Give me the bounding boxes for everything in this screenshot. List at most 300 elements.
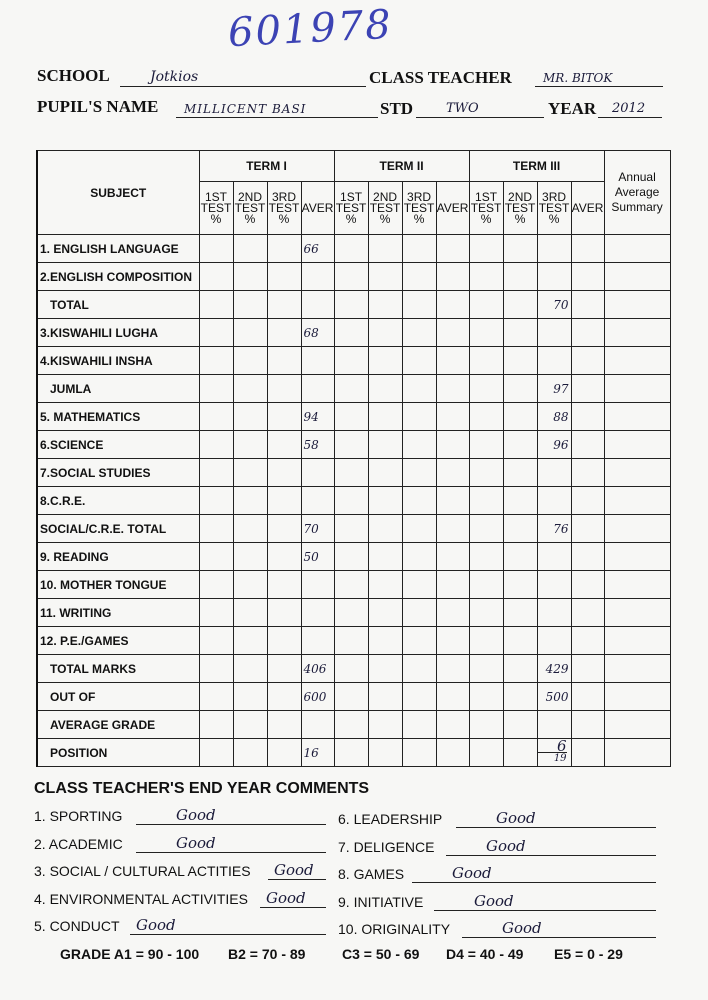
term-1-col-2-header (233, 182, 267, 235)
empty-mark-cell (199, 627, 233, 655)
comment-label: 7. DELIGENCE (338, 838, 435, 855)
annual-line-1: Annual (618, 170, 656, 184)
term-2-header: TERM II (334, 151, 469, 182)
empty-mark-cell (199, 487, 233, 515)
empty-mark-cell (233, 683, 267, 711)
term-1-average-cell (301, 263, 334, 291)
empty-mark-cell (334, 627, 368, 655)
subhead-line1: 3RD (407, 189, 432, 204)
empty-mark-cell (503, 263, 537, 291)
table-row (37, 319, 670, 347)
comment-value: Good (486, 836, 526, 855)
term-1-col-4-header (301, 182, 334, 235)
empty-mark-cell (233, 655, 267, 683)
empty-mark-cell (233, 291, 267, 319)
pupil-name-label: PUPIL'S NAME (37, 97, 159, 116)
empty-mark-cell (334, 347, 368, 375)
subject-label: 11. WRITING (37, 599, 199, 627)
term-1-average-cell: 94 (301, 403, 334, 431)
empty-mark-cell (267, 739, 301, 767)
comment-label: 6. LEADERSHIP (338, 811, 443, 827)
term-3-col-4-header (571, 182, 604, 235)
empty-mark-cell (469, 347, 503, 375)
empty-mark-cell (503, 235, 537, 263)
subhead-line1: 1ST (340, 189, 363, 204)
empty-mark-cell (368, 711, 402, 739)
empty-mark-cell (571, 571, 604, 599)
comment-value: Good (502, 919, 542, 937)
std-label: STD (380, 99, 414, 118)
subhead-line2: TEST (200, 200, 232, 215)
annual-summary-cell (604, 263, 670, 291)
subhead-line3: % (210, 211, 222, 226)
empty-mark-cell (469, 459, 503, 487)
empty-mark-cell (368, 627, 402, 655)
comment-value: Good (274, 861, 314, 879)
empty-mark-cell (571, 459, 604, 487)
empty-mark-cell (334, 655, 368, 683)
empty-mark-cell (436, 291, 469, 319)
school-value: Jotkios (150, 69, 199, 85)
annual-summary-cell (604, 459, 670, 487)
empty-mark-cell (436, 599, 469, 627)
comment-label: 8. GAMES (338, 866, 405, 882)
term-3-header: TERM III (469, 151, 604, 182)
comment-value-line (260, 889, 326, 908)
empty-mark-cell (199, 655, 233, 683)
subhead-line1: AVER (571, 200, 604, 215)
empty-mark-cell (503, 683, 537, 711)
empty-mark-cell (469, 431, 503, 459)
empty-mark-cell (436, 571, 469, 599)
comment-value-line (434, 892, 656, 911)
empty-mark-cell (469, 627, 503, 655)
term-1-average-cell: 16 (301, 739, 334, 767)
empty-mark-cell (233, 571, 267, 599)
empty-mark-cell (469, 263, 503, 291)
term-1-average-cell (301, 711, 334, 739)
empty-mark-cell (267, 487, 301, 515)
empty-mark-cell (469, 235, 503, 263)
empty-mark-cell (571, 319, 604, 347)
empty-mark-cell (233, 599, 267, 627)
serial-number: 601978 (226, 1, 394, 57)
annual-summary-cell (604, 291, 670, 319)
term-2-col-3-header (402, 182, 436, 235)
term-1-average-cell: 66 (301, 235, 334, 263)
empty-mark-cell (267, 515, 301, 543)
empty-mark-cell (267, 403, 301, 431)
comment-value-line (456, 809, 656, 828)
empty-mark-cell (267, 599, 301, 627)
pupil-name-value: MILLICENT BASI (184, 102, 307, 116)
empty-mark-cell (402, 739, 436, 767)
comment-label: 2. ACADEMIC (34, 835, 123, 852)
empty-mark-cell (402, 627, 436, 655)
empty-mark-cell (368, 683, 402, 711)
empty-mark-cell (503, 459, 537, 487)
subhead-line3: % (480, 211, 492, 226)
empty-mark-cell (469, 739, 503, 767)
comment-label: 10. ORIGINALITY (338, 921, 451, 937)
empty-mark-cell (503, 599, 537, 627)
table-row (37, 403, 670, 431)
empty-mark-cell (503, 543, 537, 571)
term-1-col-3-header (267, 182, 301, 235)
subhead-line2: TEST (369, 200, 401, 215)
empty-mark-cell (334, 319, 368, 347)
subject-label: 10. MOTHER TONGUE (37, 571, 199, 599)
empty-mark-cell (436, 235, 469, 263)
empty-mark-cell (368, 599, 402, 627)
term-3-third-test-cell (537, 487, 571, 515)
comment-value: Good (496, 809, 536, 827)
subject-label: 5. MATHEMATICS (37, 403, 199, 431)
empty-mark-cell (571, 711, 604, 739)
term-3-third-test-cell: 88 (537, 403, 571, 431)
table-row (37, 487, 670, 515)
empty-mark-cell (436, 711, 469, 739)
empty-mark-cell (436, 319, 469, 347)
subject-label: 1. ENGLISH LANGUAGE (37, 235, 199, 263)
subhead-line1: 1ST (475, 189, 498, 204)
subject-label: 4.KISWAHILI INSHA (37, 347, 199, 375)
term-3-third-test-cell: 429 (537, 655, 571, 683)
empty-mark-cell (469, 571, 503, 599)
empty-mark-cell (436, 375, 469, 403)
annual-summary-cell (604, 655, 670, 683)
empty-mark-cell (267, 319, 301, 347)
table-row (37, 571, 670, 599)
table-row (37, 543, 670, 571)
table-row (37, 235, 670, 263)
term-1-average-cell: 58 (301, 431, 334, 459)
empty-mark-cell (233, 459, 267, 487)
comment-value-line (136, 806, 326, 825)
table-row (37, 683, 670, 711)
empty-mark-cell (469, 487, 503, 515)
empty-mark-cell (402, 515, 436, 543)
empty-mark-cell (233, 627, 267, 655)
empty-mark-cell (199, 263, 233, 291)
annual-summary-cell (604, 403, 670, 431)
empty-mark-cell (503, 375, 537, 403)
term-3-third-test-cell: 500 (537, 683, 571, 711)
empty-mark-cell (267, 235, 301, 263)
subhead-line2: TEST (470, 200, 502, 215)
comment-value-line (136, 834, 326, 853)
term-3-third-test-cell (537, 347, 571, 375)
comment-value: Good (266, 888, 306, 907)
empty-mark-cell (267, 571, 301, 599)
term-1-average-cell: 406 (301, 655, 334, 683)
empty-mark-cell (368, 263, 402, 291)
empty-mark-cell (469, 375, 503, 403)
table-row (37, 347, 670, 375)
term-1-col-1-header (199, 182, 233, 235)
term-3-col-3-header (537, 182, 571, 235)
school-label: SCHOOL (37, 66, 110, 85)
empty-mark-cell (503, 487, 537, 515)
subject-label: 8.C.R.E. (37, 487, 199, 515)
empty-mark-cell (571, 431, 604, 459)
empty-mark-cell (334, 235, 368, 263)
term-3-third-test-cell (537, 739, 571, 767)
annual-summary-cell (604, 515, 670, 543)
empty-mark-cell (469, 515, 503, 543)
empty-mark-cell (469, 319, 503, 347)
empty-mark-cell (469, 683, 503, 711)
empty-mark-cell (571, 515, 604, 543)
empty-mark-cell (233, 235, 267, 263)
annual-summary-cell (604, 375, 670, 403)
empty-mark-cell (199, 739, 233, 767)
empty-mark-cell (571, 683, 604, 711)
comment-label: 9. INITIATIVE (338, 893, 424, 910)
empty-mark-cell (334, 683, 368, 711)
empty-mark-cell (334, 711, 368, 739)
empty-mark-cell (334, 431, 368, 459)
term-1-average-cell (301, 571, 334, 599)
term-3-third-test-cell (537, 319, 571, 347)
subject-label: 9. READING (37, 543, 199, 571)
grade-c3: C3 = 50 - 69 (342, 946, 420, 962)
comment-label: 4. ENVIRONMENTAL ACTIVITIES (34, 890, 248, 907)
empty-mark-cell (402, 375, 436, 403)
subhead-line2: TEST (335, 200, 367, 215)
empty-mark-cell (233, 543, 267, 571)
subhead-line1: 1ST (204, 189, 227, 204)
subject-label: SOCIAL/C.R.E. TOTAL (37, 515, 199, 543)
empty-mark-cell (233, 263, 267, 291)
term-3-third-test-cell: 70 (537, 291, 571, 319)
annual-summary-cell (604, 235, 670, 263)
empty-mark-cell (199, 515, 233, 543)
term-2-col-1-header (334, 182, 368, 235)
grade-d4: D4 = 40 - 49 (446, 946, 524, 962)
annual-summary-cell (604, 571, 670, 599)
empty-mark-cell (233, 375, 267, 403)
subject-label: JUMLA (37, 375, 199, 403)
empty-mark-cell (199, 235, 233, 263)
comment-value: Good (176, 806, 216, 824)
empty-mark-cell (436, 347, 469, 375)
empty-mark-cell (368, 543, 402, 571)
annual-summary-cell (604, 543, 670, 571)
empty-mark-cell (267, 655, 301, 683)
term-1-header: TERM I (199, 151, 334, 182)
annual-line-2: Average (614, 185, 660, 199)
grade-a1: GRADE A1 = 90 - 100 (60, 946, 200, 962)
empty-mark-cell (571, 739, 604, 767)
grade-b2: B2 = 70 - 89 (228, 946, 306, 962)
empty-mark-cell (469, 543, 503, 571)
empty-mark-cell (199, 319, 233, 347)
empty-mark-cell (571, 655, 604, 683)
empty-mark-cell (571, 235, 604, 263)
empty-mark-cell (199, 599, 233, 627)
empty-mark-cell (571, 263, 604, 291)
empty-mark-cell (469, 291, 503, 319)
empty-mark-cell (402, 235, 436, 263)
subhead-line1: 2ND (373, 189, 398, 204)
subhead-line3: % (278, 211, 290, 226)
empty-mark-cell (368, 571, 402, 599)
term-2-col-2-header (368, 182, 402, 235)
subhead-line1: 2ND (508, 189, 533, 204)
subhead-line2: TEST (268, 200, 300, 215)
term-1-average-cell (301, 347, 334, 375)
subhead-line2: TEST (538, 200, 570, 215)
subhead-line1: AVER (436, 200, 469, 215)
empty-mark-cell (571, 403, 604, 431)
term-1-average-cell: 70 (301, 515, 334, 543)
subject-label: 7.SOCIAL STUDIES (37, 459, 199, 487)
annual-summary-cell (604, 431, 670, 459)
subhead-line3: % (345, 211, 357, 226)
subhead-line3: % (514, 211, 526, 226)
table-row (37, 599, 670, 627)
term-3-third-test-cell (537, 571, 571, 599)
empty-mark-cell (436, 683, 469, 711)
empty-mark-cell (503, 319, 537, 347)
std-value: TWO (446, 101, 479, 116)
comment-value-line (130, 916, 326, 935)
empty-mark-cell (402, 291, 436, 319)
empty-mark-cell (199, 683, 233, 711)
comment-label: 3. SOCIAL / CULTURAL ACTITIES (34, 863, 251, 879)
term-1-average-cell (301, 627, 334, 655)
empty-mark-cell (436, 655, 469, 683)
annual-summary-cell (604, 739, 670, 767)
std-field (416, 97, 544, 118)
empty-mark-cell (199, 543, 233, 571)
subject-label: AVERAGE GRADE (37, 711, 199, 739)
comment-label: 5. CONDUCT (34, 918, 120, 934)
empty-mark-cell (469, 599, 503, 627)
comment-value: Good (176, 833, 216, 852)
subhead-line3: % (379, 211, 391, 226)
subhead-line3: % (244, 211, 256, 226)
empty-mark-cell (199, 711, 233, 739)
subhead-line3: % (413, 211, 425, 226)
empty-mark-cell (233, 403, 267, 431)
empty-mark-cell (503, 711, 537, 739)
empty-mark-cell (436, 627, 469, 655)
empty-mark-cell (402, 319, 436, 347)
subject-label: TOTAL (37, 291, 199, 319)
empty-mark-cell (267, 263, 301, 291)
empty-mark-cell (199, 571, 233, 599)
comment-value: Good (474, 891, 514, 910)
empty-mark-cell (402, 683, 436, 711)
table-row (37, 711, 670, 739)
term-3-third-test-cell (537, 263, 571, 291)
term-2-col-4-header (436, 182, 469, 235)
table-row (37, 627, 670, 655)
empty-mark-cell (503, 515, 537, 543)
term-1-average-cell (301, 291, 334, 319)
subject-label: 2.ENGLISH COMPOSITION (37, 263, 199, 291)
table-row (37, 375, 670, 403)
empty-mark-cell (233, 739, 267, 767)
empty-mark-cell (267, 375, 301, 403)
comment-value: Good (452, 864, 492, 882)
comment-value-line (446, 837, 656, 856)
empty-mark-cell (402, 263, 436, 291)
empty-mark-cell (571, 291, 604, 319)
empty-mark-cell (402, 459, 436, 487)
empty-mark-cell (368, 515, 402, 543)
empty-mark-cell (233, 431, 267, 459)
table-row (37, 459, 670, 487)
class-teacher-label: CLASS TEACHER (369, 68, 512, 87)
empty-mark-cell (368, 235, 402, 263)
empty-mark-cell (402, 347, 436, 375)
empty-mark-cell (402, 711, 436, 739)
empty-mark-cell (267, 459, 301, 487)
empty-mark-cell (469, 655, 503, 683)
empty-mark-cell (334, 487, 368, 515)
term-1-average-cell: 50 (301, 543, 334, 571)
empty-mark-cell (436, 403, 469, 431)
empty-mark-cell (199, 403, 233, 431)
empty-mark-cell (334, 403, 368, 431)
table-row (37, 263, 670, 291)
empty-mark-cell (334, 459, 368, 487)
table-row (37, 291, 670, 319)
empty-mark-cell (368, 319, 402, 347)
table-row (37, 431, 670, 459)
subject-label: 6.SCIENCE (37, 431, 199, 459)
empty-mark-cell (267, 431, 301, 459)
term-3-third-test-cell (537, 459, 571, 487)
empty-mark-cell (199, 291, 233, 319)
class-teacher-field (535, 66, 663, 87)
empty-mark-cell (334, 515, 368, 543)
empty-mark-cell (436, 739, 469, 767)
empty-mark-cell (233, 487, 267, 515)
comment-value-line (462, 919, 656, 938)
empty-mark-cell (503, 627, 537, 655)
class-teacher-value: MR. BITOK (543, 71, 613, 85)
annual-summary-cell (604, 319, 670, 347)
class-size-value: 19 (553, 753, 567, 764)
empty-mark-cell (436, 515, 469, 543)
term-1-average-cell (301, 487, 334, 515)
term-3-third-test-cell (537, 711, 571, 739)
pupil-name-field (176, 97, 378, 118)
empty-mark-cell (571, 599, 604, 627)
term-3-third-test-cell (537, 599, 571, 627)
empty-mark-cell (368, 459, 402, 487)
empty-mark-cell (402, 487, 436, 515)
empty-mark-cell (436, 543, 469, 571)
empty-mark-cell (436, 459, 469, 487)
subhead-line2: TEST (504, 200, 536, 215)
empty-mark-cell (503, 739, 537, 767)
empty-mark-cell (334, 599, 368, 627)
comment-value: Good (136, 916, 176, 934)
annual-summary-cell (604, 683, 670, 711)
empty-mark-cell (571, 627, 604, 655)
subject-label: TOTAL MARKS (37, 655, 199, 683)
empty-mark-cell (503, 347, 537, 375)
empty-mark-cell (503, 431, 537, 459)
empty-mark-cell (402, 403, 436, 431)
empty-mark-cell (503, 571, 537, 599)
marks-table (36, 150, 671, 767)
